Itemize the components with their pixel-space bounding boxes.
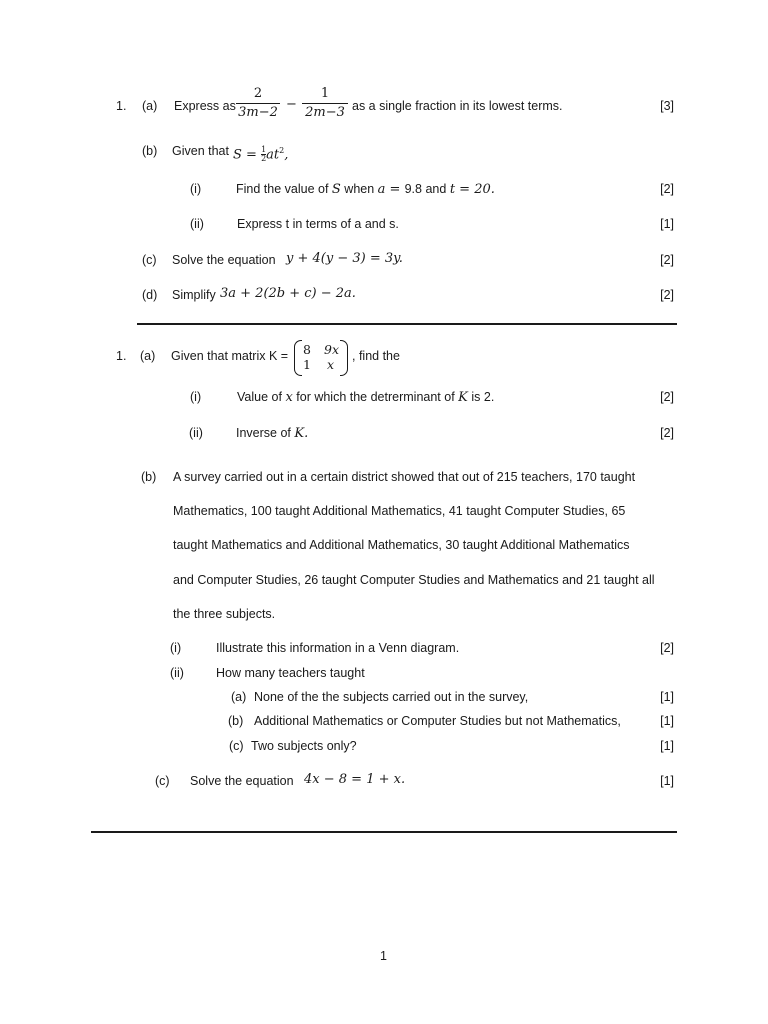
page-number: 1 xyxy=(380,949,387,963)
section-divider xyxy=(137,323,677,325)
q2bii-label: (ii) xyxy=(170,666,184,680)
q1bii-label: (ii) xyxy=(190,217,204,231)
q1c-equation: y + 4(y − 3) = 3y. xyxy=(286,251,403,266)
q2a-suffix: , find the xyxy=(352,349,400,363)
fraction-2-over-3m-2 xyxy=(236,86,280,121)
fraction-denominator: 2m−3 xyxy=(305,105,345,120)
q2bii-a-text: None of the the subjects carried out in the survey, xyxy=(254,690,529,704)
q1a-suffix: as a single fraction in its lowest terms. xyxy=(352,99,563,113)
q2bii-b-text: Additional Mathematics or Computer Studies but not Mathematics, xyxy=(254,714,621,728)
fraction-numerator: 2 xyxy=(253,86,263,101)
q1c-prefix: Solve the equation xyxy=(172,253,276,267)
formula-lhs: S = xyxy=(233,147,262,163)
paragraph-line: Mathematics, 100 taught Additional Mathematics, 41 taught Computer Studies, 65 xyxy=(173,504,626,518)
q2bii-c-marks: [1] xyxy=(660,739,674,753)
q1bii-text: Express t in terms of a and s. xyxy=(237,217,399,231)
q1d-marks: [2] xyxy=(660,288,674,302)
eq-t: t = 20. xyxy=(449,182,495,197)
half-numerator: 1 xyxy=(261,145,267,155)
q1d-prefix: Simplify xyxy=(172,288,216,302)
and-word: and xyxy=(425,182,447,196)
q1bi-text1: Find the value of xyxy=(236,182,329,196)
q1a-label: (a) xyxy=(142,99,158,113)
q1a-marks: [3] xyxy=(660,99,674,113)
matrix-k xyxy=(294,340,348,376)
paragraph-line: and Computer Studies, 26 taught Computer Studies and Mathematics and 21 taught all xyxy=(173,573,655,587)
q2bii-c-text: Two subjects only? xyxy=(251,739,357,753)
q1bi-label: (i) xyxy=(190,182,202,196)
paragraph-line: the three subjects. xyxy=(173,607,276,621)
q2bi-text: Illustrate this information in a Venn diagram. xyxy=(216,641,460,655)
matrix-cell-r1c2: 9x xyxy=(324,342,340,357)
q1c-marks: [2] xyxy=(660,253,674,267)
fraction-bar xyxy=(302,103,348,104)
formula-rhs: at xyxy=(266,147,280,163)
q2aii-text1: Inverse of xyxy=(236,426,291,440)
q2ai-text xyxy=(237,389,494,406)
q2-number: 1. xyxy=(116,349,127,363)
q2c-equation: 4x − 8 = 1 + x. xyxy=(304,772,406,787)
section-divider xyxy=(91,831,677,833)
fraction-1-over-2m-3 xyxy=(302,86,348,121)
q1bi-marks: [2] xyxy=(660,182,674,196)
q2bii-b-marks: [1] xyxy=(660,714,674,728)
q1b-label: (b) xyxy=(142,144,158,158)
q2a-prefix: Given that matrix K = xyxy=(171,349,289,363)
q2aii-label: (ii) xyxy=(189,426,203,440)
q2c-prefix: Solve the equation xyxy=(190,774,294,788)
matrix-cell-r2c2: x xyxy=(327,357,335,372)
val-a: 9.8 xyxy=(404,182,422,196)
matrix-cell-r1c1: 8 xyxy=(303,342,311,357)
q1a-prefix: Express as xyxy=(174,99,236,113)
q1c-label: (c) xyxy=(142,253,157,267)
formula-exponent: 2 xyxy=(279,146,285,155)
var-k: K. xyxy=(294,426,309,441)
q2bii-text: How many teachers taught xyxy=(216,666,365,680)
q2b-label: (b) xyxy=(141,470,157,484)
q1bii-marks: [1] xyxy=(660,217,674,231)
q1d-label: (d) xyxy=(142,288,158,302)
q1b-prefix: Given that xyxy=(172,144,229,158)
q2bii-a-marks: [1] xyxy=(660,690,674,704)
left-bracket xyxy=(294,340,302,376)
q2b-paragraph xyxy=(173,469,683,640)
var-s: S xyxy=(331,182,341,197)
fraction-bar xyxy=(236,103,280,104)
matrix-cell-r2c1: 1 xyxy=(303,357,311,372)
formula-end: , xyxy=(284,147,289,163)
q2bi-label: (i) xyxy=(170,641,182,655)
q1bi-text xyxy=(236,181,495,198)
right-bracket xyxy=(340,340,348,376)
q2bii-c-label: (c) xyxy=(229,739,244,753)
half-denominator: 2 xyxy=(261,154,267,164)
q2aii-marks: [2] xyxy=(660,426,674,440)
var-k: K xyxy=(458,390,468,405)
eq-a: a = xyxy=(377,182,405,197)
q1bi-text2: when xyxy=(344,182,375,196)
q2bii-b-label: (b) xyxy=(228,714,244,728)
q1-number: 1. xyxy=(116,99,127,113)
q1d-expression: 3a + 2(2b + c) − 2a. xyxy=(220,286,356,301)
fraction-denominator: 3m−2 xyxy=(238,105,278,120)
paragraph-line: A survey carried out in a certain district showed that out of 215 teachers, 170 taught xyxy=(173,470,636,484)
q2ai-text2: for which the detrerminant of xyxy=(296,390,455,404)
var-x: x xyxy=(285,390,293,405)
q2c-marks: [1] xyxy=(660,774,674,788)
minus-sign: − xyxy=(286,97,297,112)
q2ai-marks: [2] xyxy=(660,390,674,404)
q2a-label: (a) xyxy=(140,349,156,363)
paragraph-line: taught Mathematics and Additional Mathematics, 30 taught Additional Mathematics xyxy=(173,538,630,552)
fraction-numerator: 1 xyxy=(320,86,330,101)
q2bi-marks: [2] xyxy=(660,641,674,655)
q2bii-a-label: (a) xyxy=(231,690,247,704)
q1b-formula xyxy=(233,143,288,163)
q2ai-text1: Value of xyxy=(237,390,282,404)
q2c-label: (c) xyxy=(155,774,170,788)
q2ai-label: (i) xyxy=(190,390,202,404)
q2ai-text3: is 2. xyxy=(471,390,495,404)
q2aii-text xyxy=(236,425,308,442)
